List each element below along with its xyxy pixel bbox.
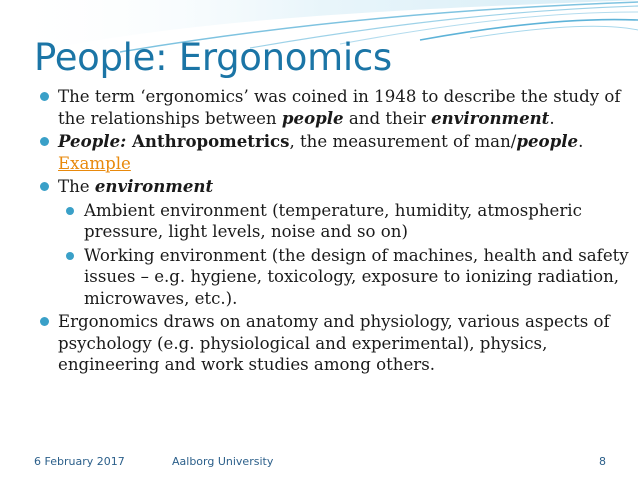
- bullet-dot-icon: [40, 92, 49, 101]
- bullet-item-ergonomics-term: [40, 86, 630, 129]
- example-link[interactable]: Example: [58, 153, 131, 173]
- bullet-text: .: [578, 132, 584, 151]
- bullet-item-draws-on: [40, 311, 630, 376]
- bullet-dot-icon: [66, 207, 74, 215]
- bullet-text: Ergonomics draws on anatomy and physiology, various aspects of psychology (e.g. physiological and experimental), physics, engineering and work studies among others.: [58, 312, 610, 374]
- footer-page-number: 8: [599, 455, 606, 468]
- bullet-dot-icon: [66, 252, 74, 260]
- sub-bullet-text: Working environment (the design of machines, health and safety issues – e.g. hygiene, toxicology, exposure to ionizing radiation, microwaves, etc.).: [84, 245, 629, 308]
- bullet-dot-icon: [40, 182, 49, 191]
- bullet-item-environment: [40, 176, 630, 198]
- sub-bullet-text: Ambient environment (temperature, humidity, atmospheric pressure, light levels, noise and so on): [84, 200, 582, 241]
- bullet-dot-icon: [40, 137, 49, 146]
- emphasis-people: people: [281, 107, 344, 128]
- bullet-text: The term ‘ergonomics’ was coined in 1948 to describe the study of the relationships between: [58, 87, 621, 128]
- footer-organization: Aalborg University: [172, 455, 274, 468]
- emphasis-environment: environment: [94, 176, 214, 196]
- sub-bullet-ambient: [40, 200, 630, 243]
- bullet-list: [40, 86, 630, 378]
- bullet-text: , the measurement of man/: [289, 132, 517, 151]
- sub-bullet-working: [40, 245, 630, 310]
- bullet-text: .: [549, 108, 555, 128]
- bold-anthropometrics: Anthropometrics: [126, 131, 290, 151]
- bullet-dot-icon: [40, 317, 49, 326]
- bullet-text: and their: [343, 108, 432, 128]
- footer-date: 6 February 2017: [34, 455, 125, 468]
- emphasis-people-label: People:: [58, 131, 127, 151]
- emphasis-environment: environment: [431, 107, 550, 128]
- bullet-item-anthropometrics: [40, 131, 630, 174]
- page-title: People: Ergonomics: [34, 36, 392, 79]
- emphasis-people: people: [516, 131, 579, 151]
- bullet-text: The: [58, 177, 95, 196]
